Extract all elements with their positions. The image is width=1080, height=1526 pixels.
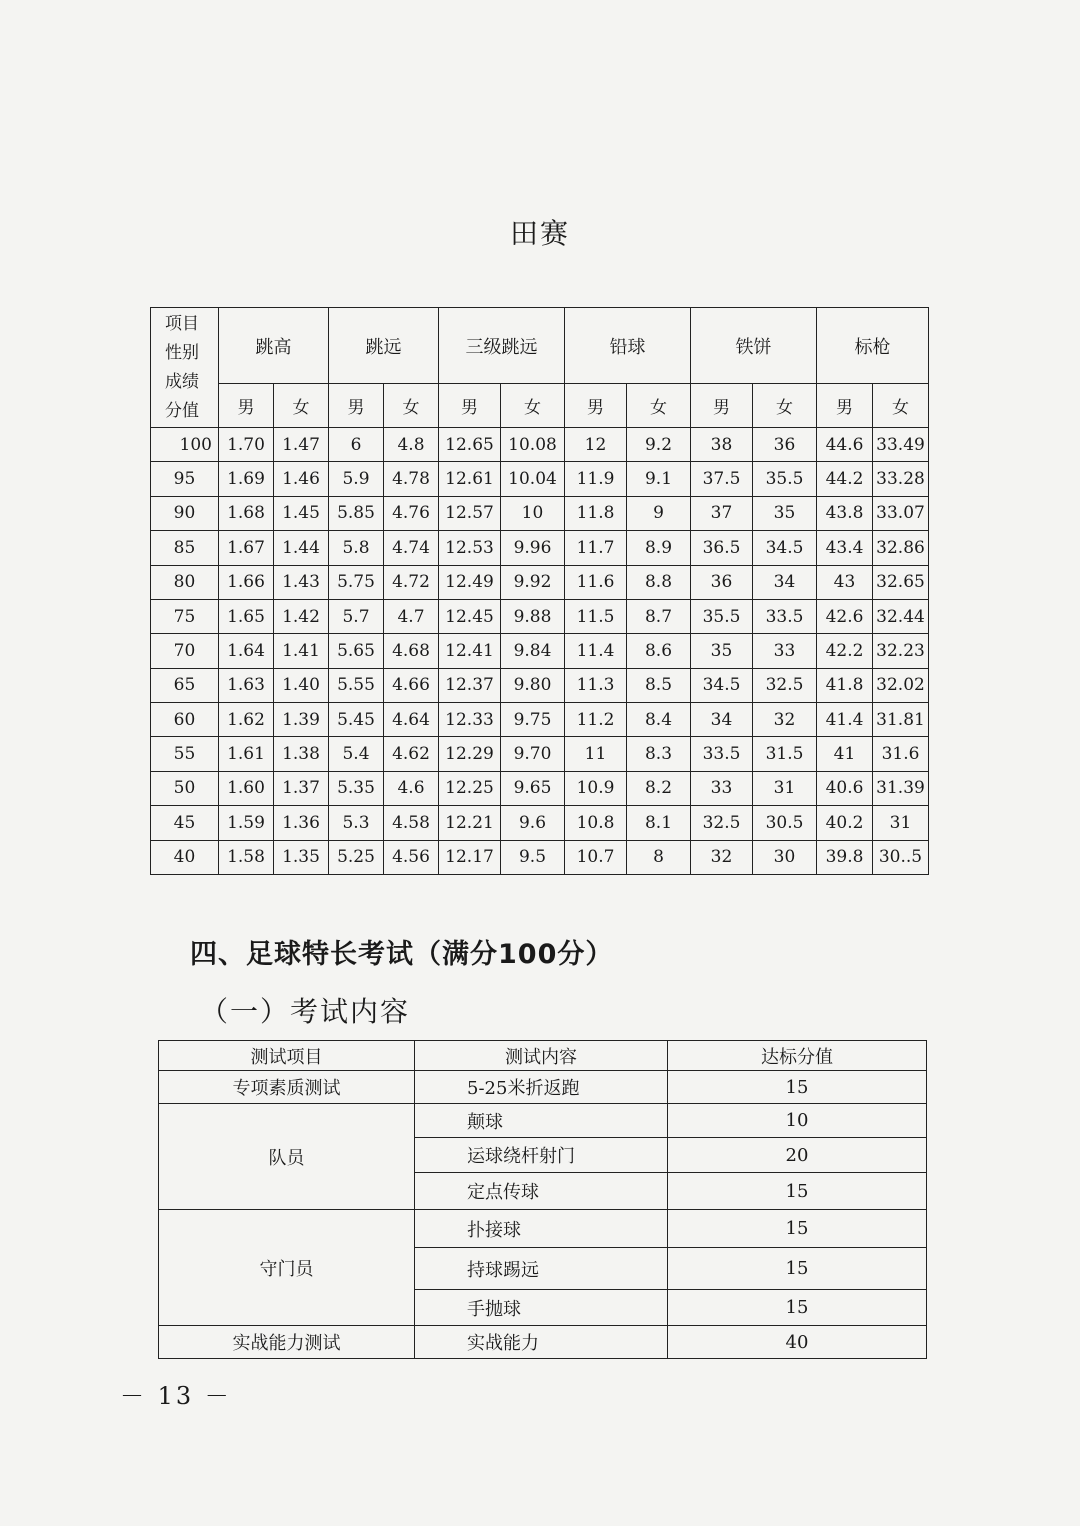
value-cell: 37 xyxy=(691,496,753,530)
value-cell: 8.9 xyxy=(627,531,691,565)
score-cell: 55 xyxy=(151,737,219,771)
value-cell: 1.69 xyxy=(219,462,274,496)
header-target-score: 达标分值 xyxy=(668,1041,927,1071)
exam-content-table xyxy=(158,1040,927,1359)
header-test-content: 测试内容 xyxy=(415,1041,668,1071)
value-cell: 5.25 xyxy=(329,840,384,875)
value-cell: 10.8 xyxy=(565,806,627,840)
female-header: 女 xyxy=(274,384,329,428)
value-cell: 35.5 xyxy=(691,599,753,633)
value-cell: 34 xyxy=(753,565,817,599)
value-cell: 33 xyxy=(691,771,753,805)
value-cell: 31 xyxy=(873,806,929,840)
score-cell: 40 xyxy=(151,840,219,875)
value-cell: 36 xyxy=(691,565,753,599)
value-cell: 1.37 xyxy=(274,771,329,805)
value-cell: 1.38 xyxy=(274,737,329,771)
value-cell: 1.65 xyxy=(219,599,274,633)
value-cell: 4.7 xyxy=(384,599,439,633)
value-cell: 5.65 xyxy=(329,634,384,668)
value-cell: 1.66 xyxy=(219,565,274,599)
goalkeeper-score: 15 xyxy=(668,1248,927,1290)
score-cell: 75 xyxy=(151,599,219,633)
value-cell: 32.44 xyxy=(873,599,929,633)
section-title: 四、足球特长考试（满分100分） xyxy=(190,939,614,970)
score-cell: 70 xyxy=(151,634,219,668)
value-cell: 11.6 xyxy=(565,565,627,599)
header-test-item: 测试项目 xyxy=(159,1041,415,1071)
value-cell: 5.9 xyxy=(329,462,384,496)
value-cell: 8.7 xyxy=(627,599,691,633)
value-cell: 30..5 xyxy=(873,840,929,875)
goalkeeper-score: 15 xyxy=(668,1290,927,1326)
event-header: 三级跳远 xyxy=(439,308,565,384)
score-cell: 95 xyxy=(151,462,219,496)
value-cell: 43.4 xyxy=(817,531,873,565)
value-cell: 9.1 xyxy=(627,462,691,496)
value-cell: 35.5 xyxy=(753,462,817,496)
female-header: 女 xyxy=(501,384,565,428)
value-cell: 10.9 xyxy=(565,771,627,805)
value-cell: 5.35 xyxy=(329,771,384,805)
goalkeeper-content: 扑接球 xyxy=(415,1210,668,1248)
value-cell: 5.85 xyxy=(329,496,384,530)
value-cell: 1.61 xyxy=(219,737,274,771)
value-cell: 4.68 xyxy=(384,634,439,668)
value-cell: 33.49 xyxy=(873,428,929,462)
value-cell: 39.8 xyxy=(817,840,873,875)
value-cell: 8.5 xyxy=(627,668,691,702)
value-cell: 12.25 xyxy=(439,771,501,805)
table-row xyxy=(151,565,929,599)
special-content: 5-25米折返跑 xyxy=(415,1071,668,1104)
value-cell: 1.68 xyxy=(219,496,274,530)
value-cell: 1.63 xyxy=(219,668,274,702)
female-header: 女 xyxy=(873,384,929,428)
value-cell: 9.65 xyxy=(501,771,565,805)
value-cell: 33.5 xyxy=(691,737,753,771)
table-row xyxy=(151,806,929,840)
value-cell: 40.2 xyxy=(817,806,873,840)
value-cell: 4.56 xyxy=(384,840,439,875)
value-cell: 1.39 xyxy=(274,703,329,737)
player-content: 定点传球 xyxy=(415,1173,668,1210)
value-cell: 12.65 xyxy=(439,428,501,462)
value-cell: 4.64 xyxy=(384,703,439,737)
value-cell: 35 xyxy=(753,496,817,530)
event-header: 跳远 xyxy=(329,308,439,384)
value-cell: 10.04 xyxy=(501,462,565,496)
value-cell: 12.57 xyxy=(439,496,501,530)
value-cell: 30 xyxy=(753,840,817,875)
corner-label: 成绩 xyxy=(165,371,199,392)
table-row xyxy=(151,531,929,565)
table-row xyxy=(151,737,929,771)
value-cell: 9.80 xyxy=(501,668,565,702)
value-cell: 12.41 xyxy=(439,634,501,668)
player-score: 15 xyxy=(668,1173,927,1210)
score-cell: 60 xyxy=(151,703,219,737)
table-row xyxy=(151,668,929,702)
score-cell: 45 xyxy=(151,806,219,840)
table-row xyxy=(151,428,929,462)
score-cell: 100 xyxy=(151,428,219,462)
value-cell: 5.55 xyxy=(329,668,384,702)
score-cell: 90 xyxy=(151,496,219,530)
value-cell: 31.39 xyxy=(873,771,929,805)
value-cell: 4.8 xyxy=(384,428,439,462)
value-cell: 1.67 xyxy=(219,531,274,565)
value-cell: 12.33 xyxy=(439,703,501,737)
value-cell: 32 xyxy=(753,703,817,737)
value-cell: 8.8 xyxy=(627,565,691,599)
table-row xyxy=(151,634,929,668)
value-cell: 11.8 xyxy=(565,496,627,530)
event-header: 铅球 xyxy=(565,308,691,384)
value-cell: 1.46 xyxy=(274,462,329,496)
value-cell: 9.92 xyxy=(501,565,565,599)
value-cell: 41 xyxy=(817,737,873,771)
value-cell: 31 xyxy=(753,771,817,805)
value-cell: 12.17 xyxy=(439,840,501,875)
value-cell: 42.2 xyxy=(817,634,873,668)
value-cell: 1.44 xyxy=(274,531,329,565)
value-cell: 4.58 xyxy=(384,806,439,840)
value-cell: 9.75 xyxy=(501,703,565,737)
value-cell: 12.53 xyxy=(439,531,501,565)
value-cell: 1.60 xyxy=(219,771,274,805)
score-cell: 80 xyxy=(151,565,219,599)
value-cell: 11.2 xyxy=(565,703,627,737)
value-cell: 4.66 xyxy=(384,668,439,702)
value-cell: 10.7 xyxy=(565,840,627,875)
corner-label: 项目 xyxy=(165,313,199,334)
value-cell: 1.45 xyxy=(274,496,329,530)
value-cell: 12.49 xyxy=(439,565,501,599)
value-cell: 1.41 xyxy=(274,634,329,668)
value-cell: 33.28 xyxy=(873,462,929,496)
corner-label: 分值 xyxy=(165,400,199,421)
male-header: 男 xyxy=(565,384,627,428)
value-cell: 32 xyxy=(691,840,753,875)
value-cell: 8.2 xyxy=(627,771,691,805)
value-cell: 6 xyxy=(329,428,384,462)
value-cell: 32.5 xyxy=(691,806,753,840)
special-item: 专项素质测试 xyxy=(159,1071,415,1104)
value-cell: 11.7 xyxy=(565,531,627,565)
value-cell: 31.5 xyxy=(753,737,817,771)
value-cell: 9.6 xyxy=(501,806,565,840)
value-cell: 32.23 xyxy=(873,634,929,668)
player-content: 运球绕杆射门 xyxy=(415,1138,668,1173)
value-cell: 8.3 xyxy=(627,737,691,771)
male-header: 男 xyxy=(691,384,753,428)
male-header: 男 xyxy=(329,384,384,428)
value-cell: 5.75 xyxy=(329,565,384,599)
event-header: 跳高 xyxy=(219,308,329,384)
value-cell: 5.45 xyxy=(329,703,384,737)
value-cell: 5.8 xyxy=(329,531,384,565)
value-cell: 31.81 xyxy=(873,703,929,737)
table-row xyxy=(151,599,929,633)
corner-header xyxy=(151,308,219,428)
value-cell: 11 xyxy=(565,737,627,771)
value-cell: 1.64 xyxy=(219,634,274,668)
value-cell: 4.78 xyxy=(384,462,439,496)
value-cell: 11.5 xyxy=(565,599,627,633)
value-cell: 12.21 xyxy=(439,806,501,840)
value-cell: 12 xyxy=(565,428,627,462)
score-cell: 85 xyxy=(151,531,219,565)
value-cell: 1.62 xyxy=(219,703,274,737)
value-cell: 44.6 xyxy=(817,428,873,462)
combat-score: 40 xyxy=(668,1326,927,1359)
value-cell: 32.65 xyxy=(873,565,929,599)
value-cell: 1.36 xyxy=(274,806,329,840)
value-cell: 4.72 xyxy=(384,565,439,599)
value-cell: 40.6 xyxy=(817,771,873,805)
value-cell: 33.07 xyxy=(873,496,929,530)
value-cell: 32.5 xyxy=(753,668,817,702)
value-cell: 11.3 xyxy=(565,668,627,702)
event-header: 铁饼 xyxy=(691,308,817,384)
value-cell: 35 xyxy=(691,634,753,668)
page-title: 田赛 xyxy=(509,217,570,250)
value-cell: 32.02 xyxy=(873,668,929,702)
value-cell: 38 xyxy=(691,428,753,462)
value-cell: 1.59 xyxy=(219,806,274,840)
value-cell: 44.2 xyxy=(817,462,873,496)
value-cell: 33 xyxy=(753,634,817,668)
player-score: 20 xyxy=(668,1138,927,1173)
value-cell: 43 xyxy=(817,565,873,599)
value-cell: 8.6 xyxy=(627,634,691,668)
goalkeeper-item: 守门员 xyxy=(159,1210,415,1326)
goalkeeper-content: 持球踢远 xyxy=(415,1248,668,1290)
value-cell: 9.84 xyxy=(501,634,565,668)
value-cell: 1.42 xyxy=(274,599,329,633)
combat-item: 实战能力测试 xyxy=(159,1326,415,1359)
value-cell: 11.4 xyxy=(565,634,627,668)
corner-label: 性别 xyxy=(165,342,199,363)
table-row xyxy=(151,496,929,530)
male-header: 男 xyxy=(439,384,501,428)
player-score: 10 xyxy=(668,1104,927,1138)
value-cell: 4.74 xyxy=(384,531,439,565)
value-cell: 9.96 xyxy=(501,531,565,565)
value-cell: 41.8 xyxy=(817,668,873,702)
value-cell: 1.35 xyxy=(274,840,329,875)
table-row xyxy=(151,840,929,875)
value-cell: 4.76 xyxy=(384,496,439,530)
value-cell: 34.5 xyxy=(753,531,817,565)
value-cell: 8.1 xyxy=(627,806,691,840)
value-cell: 32.86 xyxy=(873,531,929,565)
player-item: 队员 xyxy=(159,1104,415,1210)
value-cell: 4.62 xyxy=(384,737,439,771)
player-content: 颠球 xyxy=(415,1104,668,1138)
value-cell: 30.5 xyxy=(753,806,817,840)
page-number: － 13 － xyxy=(120,1382,232,1410)
value-cell: 1.40 xyxy=(274,668,329,702)
value-cell: 41.4 xyxy=(817,703,873,737)
value-cell: 34 xyxy=(691,703,753,737)
value-cell: 9.70 xyxy=(501,737,565,771)
value-cell: 8 xyxy=(627,840,691,875)
value-cell: 1.58 xyxy=(219,840,274,875)
special-score: 15 xyxy=(668,1071,927,1104)
value-cell: 31.6 xyxy=(873,737,929,771)
value-cell: 33.5 xyxy=(753,599,817,633)
female-header: 女 xyxy=(627,384,691,428)
value-cell: 9.5 xyxy=(501,840,565,875)
value-cell: 11.9 xyxy=(565,462,627,496)
value-cell: 12.37 xyxy=(439,668,501,702)
value-cell: 34.5 xyxy=(691,668,753,702)
value-cell: 10.08 xyxy=(501,428,565,462)
score-cell: 50 xyxy=(151,771,219,805)
male-header: 男 xyxy=(817,384,873,428)
value-cell: 12.61 xyxy=(439,462,501,496)
combat-content: 实战能力 xyxy=(415,1326,668,1359)
table-row xyxy=(151,462,929,496)
value-cell: 9 xyxy=(627,496,691,530)
value-cell: 5.4 xyxy=(329,737,384,771)
value-cell: 37.5 xyxy=(691,462,753,496)
male-header: 男 xyxy=(219,384,274,428)
event-header: 标枪 xyxy=(817,308,929,384)
value-cell: 1.43 xyxy=(274,565,329,599)
value-cell: 5.3 xyxy=(329,806,384,840)
value-cell: 5.7 xyxy=(329,599,384,633)
sub-section-title: （一）考试内容 xyxy=(200,995,411,1028)
goalkeeper-score: 15 xyxy=(668,1210,927,1248)
value-cell: 1.70 xyxy=(219,428,274,462)
table-row xyxy=(151,703,929,737)
value-cell: 1.47 xyxy=(274,428,329,462)
value-cell: 8.4 xyxy=(627,703,691,737)
value-cell: 9.2 xyxy=(627,428,691,462)
goalkeeper-content: 手抛球 xyxy=(415,1290,668,1326)
value-cell: 12.29 xyxy=(439,737,501,771)
value-cell: 43.8 xyxy=(817,496,873,530)
value-cell: 42.6 xyxy=(817,599,873,633)
value-cell: 12.45 xyxy=(439,599,501,633)
value-cell: 36 xyxy=(753,428,817,462)
value-cell: 4.6 xyxy=(384,771,439,805)
field-events-score-table xyxy=(150,307,929,875)
score-cell: 65 xyxy=(151,668,219,702)
value-cell: 10 xyxy=(501,496,565,530)
value-cell: 9.88 xyxy=(501,599,565,633)
female-header: 女 xyxy=(384,384,439,428)
table-row xyxy=(151,771,929,805)
value-cell: 36.5 xyxy=(691,531,753,565)
female-header: 女 xyxy=(753,384,817,428)
